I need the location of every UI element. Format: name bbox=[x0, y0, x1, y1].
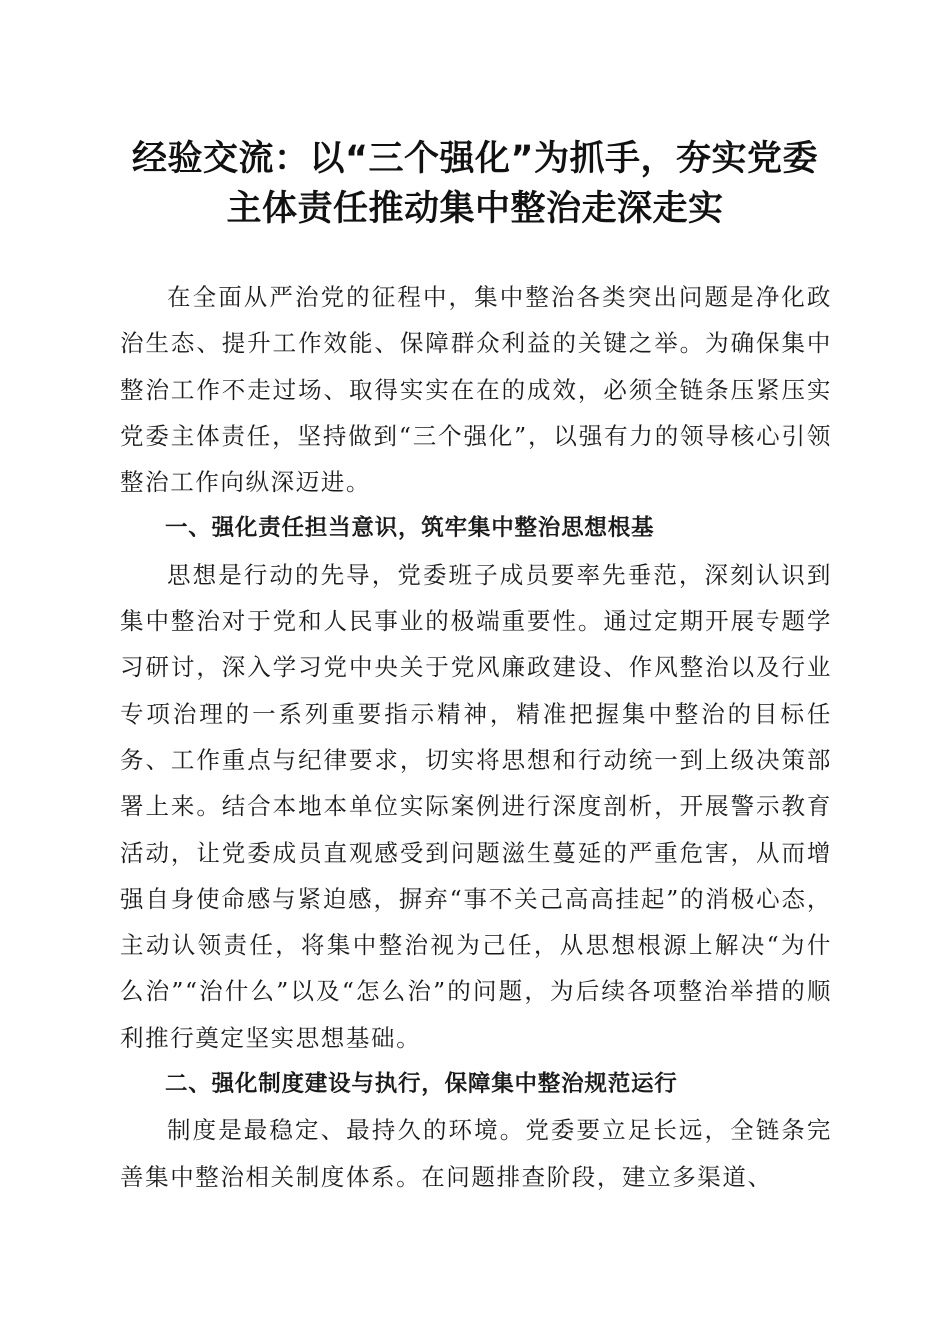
section-1-paragraph: 思想是行动的先导，党委班子成员要率先垂范，深刻认识到集中整治对于党和人民事业的极端重要性。通过定期开展专题学习研讨，深入学习党中央关于党风廉政建设、作风整治以及行业专项治理的一系列重要指示精神，精准把握集中整治的目标任务、工作重点与纪律要求，切实将思想和行动统一到上级决策部署上来。结合本地本单位实际案例进行深度剖析，开展警示教育活动，让党委成员直观感受到问题滋生蔓延的严重危害，从而增强自身使命感与紧迫感，摒弃“事不关己高高挂起”的消极心态，主动认领责任，将集中整治视为己任，从思想根源上解决“为什么治”“治什么”以及“怎么治”的问题，为后续各项整治举措的顺利推行奠定坚实思想基础。 bbox=[120, 560, 832, 1052]
section-2-paragraph: 制度是最稳定、最持久的环境。党委要立足长远，全链条完善集中整治相关制度体系。在问题排查阶段，建立多渠道、 bbox=[120, 1116, 832, 1191]
section-2-heading: 二、强化制度建设与执行，保障集中整治规范运行 bbox=[165, 1071, 678, 1098]
title-line-2: 主体责任推动集中整治走深走实 bbox=[226, 189, 724, 229]
section-1-heading: 一、强化责任担当意识，筑牢集中整治思想根基 bbox=[165, 515, 655, 542]
title-line-1: 经验交流：以“三个强化”为抓手，夯实党委 bbox=[131, 139, 818, 179]
document-body bbox=[120, 274, 832, 1200]
document-title bbox=[100, 134, 850, 234]
intro-paragraph: 在全面从严治党的征程中，集中整治各类突出问题是净化政治生态、提升工作效能、保障群众利益的关键之举。为确保集中整治工作不走过场、取得实实在在的成效，必须全链条压紧压实党委主体责任，坚持做到“三个强化”，以强有力的领导核心引领整治工作向纵深迈进。 bbox=[120, 283, 832, 497]
